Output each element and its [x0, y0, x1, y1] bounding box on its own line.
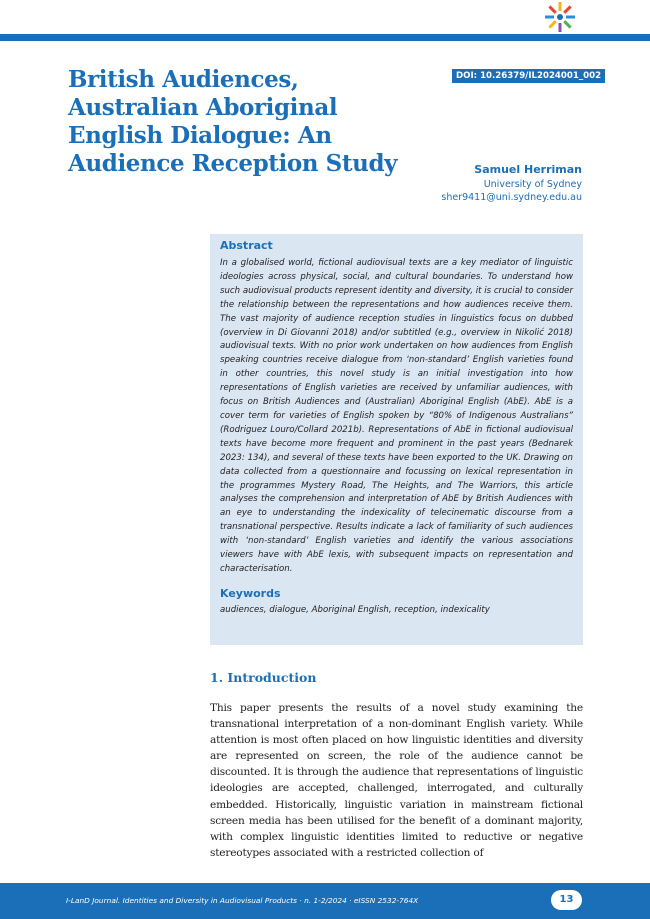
article-title: British Audiences, Australian Aboriginal English Dialogue: An Audience Reception Study: [68, 66, 398, 177]
author-email[interactable]: sher9411@uni.sydney.edu.au: [441, 192, 582, 203]
author-affiliation: University of Sydney: [483, 179, 582, 190]
section-heading: 1. Introduction: [210, 670, 317, 685]
abstract-box: [210, 234, 583, 645]
author-name: Samuel Herriman: [474, 163, 582, 176]
keywords-text: audiences, dialogue, Aboriginal English, reception, indexicality: [220, 604, 490, 615]
footer-journal-info: I-LanD Journal. Identities and Diversity in Audiovisual Products · n. 1-2/2024 · eISSN 2532-764X: [66, 896, 419, 905]
footer-bar: [0, 883, 650, 919]
doi-badge[interactable]: DOI: 10.26379/IL2024001_002: [452, 69, 605, 83]
page-number: 13: [551, 890, 582, 910]
abstract-text: In a globalised world, fictional audiovisual texts are a key mediator of linguistic ideologies across physical, social, and cultural boundaries. To understand how such audiovisual products represent identity and diversity, it is crucial to consider the relationship between the representations and how audiences receive them. The vast majority of audience reception studies in linguistics focus on dubbed (overview in Di Giovanni 2018) and/or subtitled (e.g., overview in Nikolić 2018) audiovisual texts. With no prior work undertaken on how audiences from English speaking countries receive dialogue from ‘non-standard’ English varieties found in other countries, this novel study is an initial investigation into how representations of English varieties are received by unfamiliar audiences, with focus on British Audiences and (Australian) Aboriginal English (AbE). AbE is a cover term for varieties of English spoken by “80% of Indigenous Australians” (Rodriguez Louro/Collard 2021b). Representations of AbE in fictional audiovisual texts have become more frequent and prominent in the past years (Bednarek 2023: 134), and several of these texts have been exported to the UK. Drawing on data collected from a questionnaire and focussing on lexical representation in the programmes Mystery Road, The Heights, and The Warriors, this article analyses the comprehension and interpretation of AbE by British Audiences with an eye to understanding the indexicality of telecinematic discourse from a transnational perspective. Results indicate a lack of familiarity of such audiences with ‘non-standard’ English varieties and identify the various associations viewers have with AbE lexis, with subsequent impacts on representation and characterisation.: [220, 258, 573, 574]
journal-logo-icon: [540, 0, 580, 38]
abstract-heading: Abstract: [220, 239, 273, 252]
body-paragraph: This paper presents the results of a novel study examining the transnational interpretation of a non-dominant English variety. While attention is most often placed on how linguistic identities and diversity are represented on screen, the role of the audience cannot be discounted. It is through the audience that representations of linguistic ideologies are accepted, challenged, interrogated, and culturally embedded. Historically, linguistic variation in mainstream fictional screen media has been utilised for the benefit of a dominant majority, with complex linguistic identities limited to reductive or negative stereotypes associated with a restricted collection of: [210, 702, 583, 859]
keywords-heading: Keywords: [220, 586, 281, 600]
author-block: [441, 162, 582, 204]
